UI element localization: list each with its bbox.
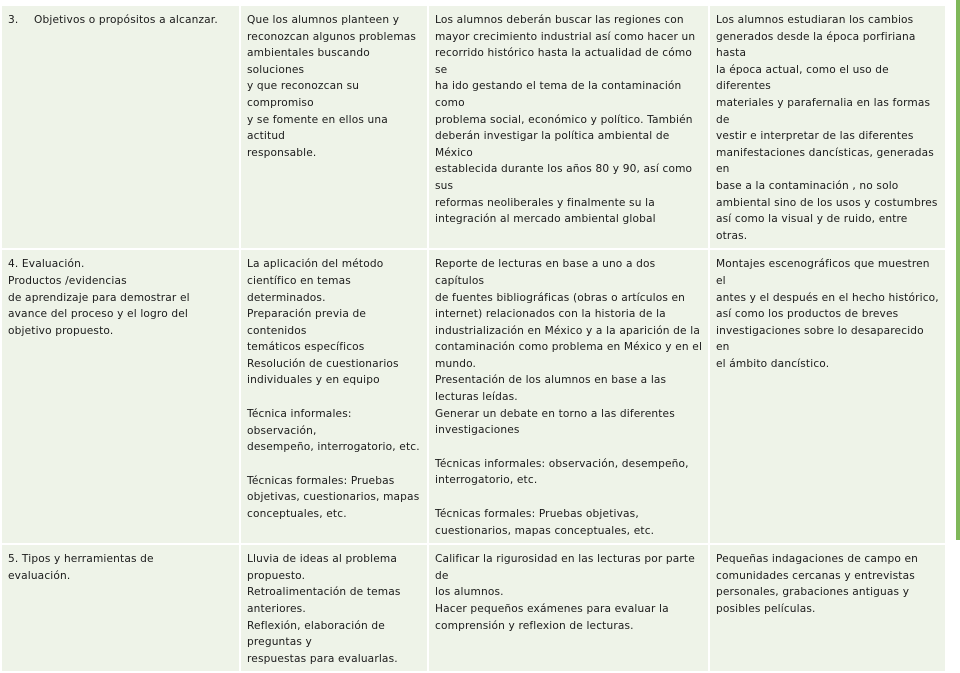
- slide-accent-strip: [956, 0, 960, 540]
- evaluation-col3-reports: Reporte de lecturas en base a uno a dos capítulos de fuentes bibliográficas (obras o artículos en internet) relacionados con la historia de la industrialización en México y a la aparición de la contaminación como problema en México y en el mundo. Presentación de los alumnos en base a las lecturas leídas. Generar un debate en torno a las diferentes investigaciones: [435, 258, 703, 437]
- objectives-col4-cell: Los alumnos estudiaran los cambios generados desde la época porfiriana hasta la época actual, como el uso de diferentes materiales y parafernalia en las formas de vestir e interpretar de las diferentes manifestaciones dancísticas, generadas en base a la contaminación , no solo ambiental sino de los usos y costumbres así como la visual y de ruido, entre otras.: [709, 5, 946, 249]
- planning-table: [0, 4, 947, 673]
- objectives-col2-cell: Que los alumnos planteen y reconozcan algunos problemas ambientales buscando soluciones y que reconozcan su compromiso y se fomente en ellos una actitud responsable.: [240, 5, 428, 249]
- tools-col4-cell: Pequeñas indagaciones de campo en comunidades cercanas y entrevistas personales, grabaciones antiguas y posibles películas.: [709, 544, 946, 672]
- objectives-col3-cell: Los alumnos deberán buscar las regiones con mayor crecimiento industrial así como hacer un recorrido histórico hasta la actualidad de cómo se ha ido gestando el tema de la contaminación como problema social, económico y político. También deberán investigar la política ambiental de México establecida durante los años 80 y 90, así como sus reformas neoliberales y finalmente su la integración al mercado ambiental global: [428, 5, 709, 249]
- evaluation-col3-informal: Técnicas informales: observación, desempeño, interrogatorio, etc.: [435, 457, 689, 487]
- tools-label-cell: 5. Tipos y herramientas de evaluación.: [1, 544, 240, 672]
- table-row-objectives: [1, 5, 946, 249]
- evaluation-col4-cell: Montajes escenográficos que muestren el antes y el después en el hecho histórico, así como los productos de breves investigaciones sobre lo desaparecido en el ámbito dancístico.: [709, 249, 946, 544]
- evaluation-col3-cell: [428, 249, 709, 544]
- evaluation-label-cell: 4. Evaluación. Productos /evidencias de aprendizaje para demostrar el avance del proceso y el logro del objetivo propuesto.: [1, 249, 240, 544]
- evaluation-col2-methods: La aplicación del método científico en temas determinados. Preparación previa de contenidos temáticos específicos Resolución de cuestionarios individuales y en equipo: [247, 258, 399, 387]
- objectives-number: 3.: [8, 14, 19, 26]
- evaluation-col2-formal: Técnicas formales: Pruebas objetivas, cuestionarios, mapas conceptuales, etc.: [247, 474, 420, 521]
- evaluation-col2-informal: Técnica informales: observación, desempeño, interrogatorio, etc.: [247, 408, 420, 454]
- tools-col3-cell: Calificar la rigurosidad en las lecturas por parte de los alumnos. Hacer pequeños exámenes para evaluar la comprensión y reflexion de lecturas.: [428, 544, 709, 672]
- objectives-label-cell: [1, 5, 240, 249]
- evaluation-col3-formal: Técnicas formales: Pruebas objetivas, cuestionarios, mapas conceptuales, etc.: [435, 508, 655, 537]
- evaluation-col2-cell: [240, 249, 428, 544]
- table-row-evaluation: [1, 249, 946, 544]
- table-row-tools: [1, 544, 946, 672]
- objectives-label: Objetivos o propósitos a alcanzar.: [34, 14, 218, 26]
- tools-col2-cell: Lluvia de ideas al problema propuesto. Retroalimentación de temas anteriores. Reflexión, elaboración de preguntas y respuestas para evaluarlas.: [240, 544, 428, 672]
